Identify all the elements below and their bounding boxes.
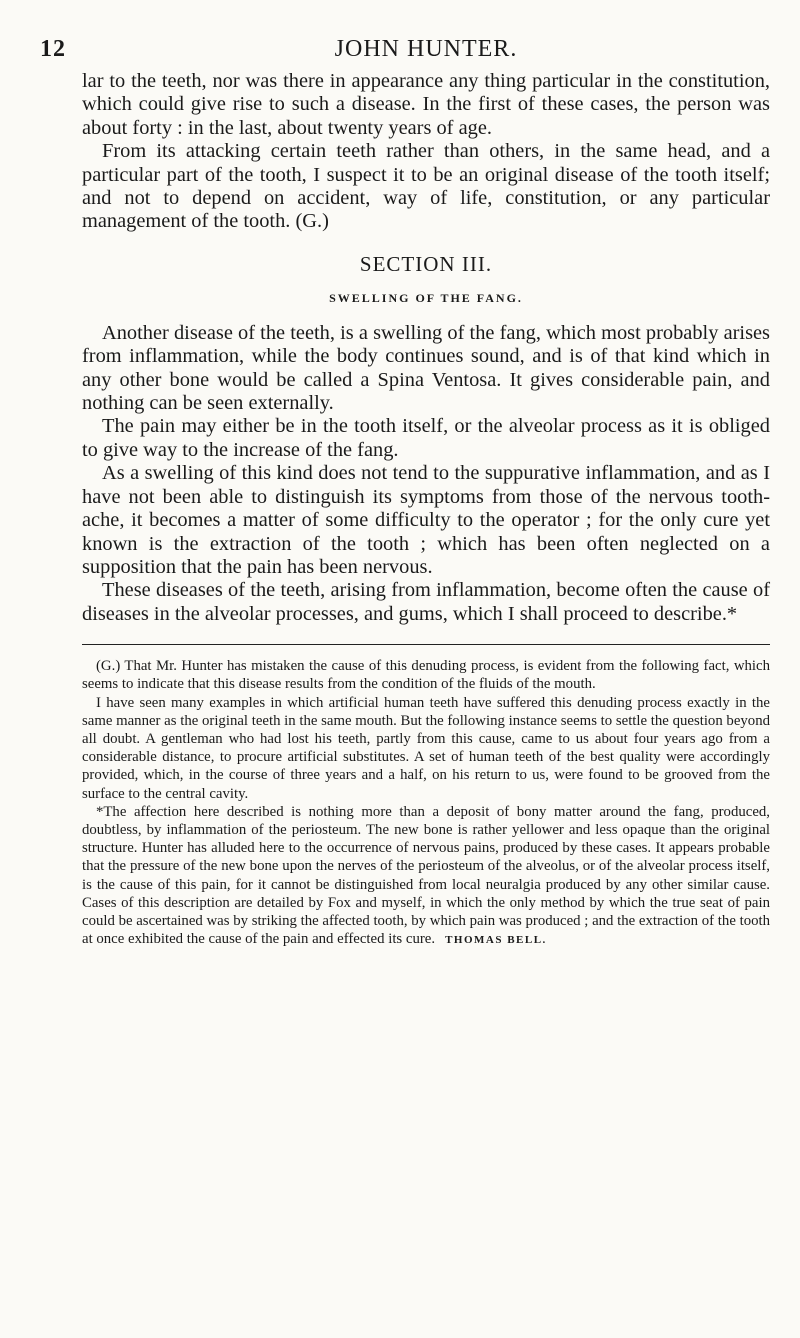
- footnote-text: *The affection here described is nothing more than a deposit of bony matter around the fang, produced, doubtless, by inflammation of the periosteum. The new bone is rather yellower and less opaque than the original structure. Hunter has alluded here to the occurrence of nervous pains, produced by these cases. It appears probable that the pressure of the new bone upon the nerves of the periosteum of the alveolus, or of the alveolar process itself, is the cause of this pain, for it cannot be distinguished from local neuralgia produced by any other similar cause. Cases of this description are detailed by Fox and myself, in which the only method by which the true seat of pain could be ascertained was by striking the affected tooth, by which pain was produced ; and the extraction of the tooth at once exhibited the cause of the pain and effected its cure.: [82, 803, 770, 948]
- signature: THOMAS BELL.: [445, 934, 547, 947]
- footnote: (G.) That Mr. Hunter has mistaken the cause of this denuding process, is evident from the following fact, which seems to indicate that this disease results from the condition of the fluids of the mouth.: [82, 658, 770, 693]
- page-header: [40, 30, 770, 70]
- book-page: [40, 30, 770, 949]
- paragraph: From its attacking certain teeth rather than others, in the same head, and a particular part of the tooth, I suspect it to be an original disease of the tooth itself; and not to depend on accident, way of life, constitution, or any particular management of the tooth. (G.): [82, 140, 770, 233]
- section-subtitle: SWELLING OF THE FANG.: [329, 290, 523, 305]
- footnote-divider: [82, 644, 770, 645]
- paragraph: As a swelling of this kind does not tend to the suppurative inflammation, and as I have not been able to distinguish its symptoms from those of the nervous tooth-ache, it becomes a matter of some difficulty to the operator ; for the only cure yet known is the extraction of the tooth ; which has been often neglected on a supposition that the pain has been nervous.: [82, 462, 770, 578]
- footnote: [82, 803, 770, 950]
- main-text: [82, 70, 770, 626]
- paragraph: These diseases of the teeth, arising from inflammation, become often the cause of diseases in the alveolar processes, and gums, which I shall proceed to describe.*: [82, 579, 770, 625]
- paragraph: Another disease of the teeth, is a swelling of the fang, which most probably arises from inflammation, while the body continues sound, and is of that kind which in any other bone would be called a Spina Ventosa. It gives considerable pain, and nothing can be seen externally.: [82, 321, 770, 415]
- footnote: I have seen many examples in which artificial human teeth have suffered this denuding process exactly in the same manner as the original teeth in the same mouth. But the following instance seems to settle the question beyond all doubt. A gentleman who had lost his teeth, partly from this cause, came to us about four years ago from a considerable distance, to procure artificial substitutes. A set of human teeth of the best quality were accordingly provided, which, in the course of three years and a half, on his return to us, were found to be grooved from the surface to the central cavity.: [82, 694, 770, 802]
- paragraph: The pain may either be in the tooth itself, or the alveolar process as it is obliged to give way to the increase of the fang.: [82, 415, 770, 461]
- footnotes: [82, 657, 770, 949]
- page-number: 12: [40, 36, 66, 62]
- section-title: SECTION III.: [359, 251, 493, 276]
- running-head: JOHN HUNTER.: [334, 36, 518, 62]
- paragraph: lar to the teeth, nor was there in appearance any thing particular in the constitution, which could give rise to such a disease. In the first of these cases, the person was about forty : in the last, about twenty years of age.: [82, 70, 770, 139]
